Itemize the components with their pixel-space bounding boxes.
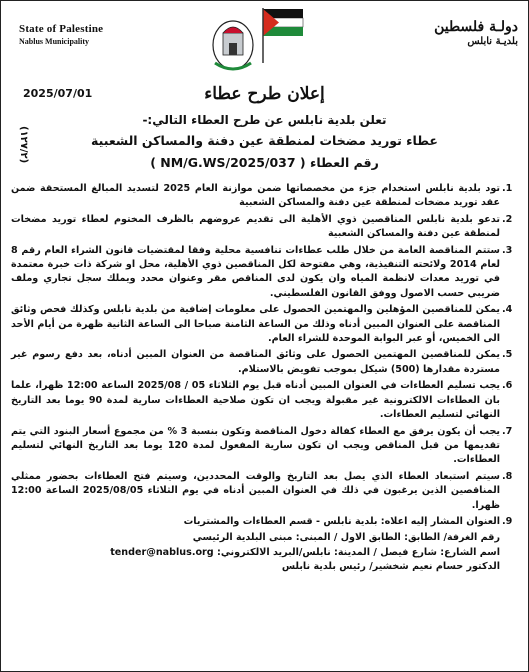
- tender-subject: عطاء توريد مضخات لمنطقة عين دفنة والمساكن الشعبية: [91, 133, 438, 148]
- list-item: 9. العنوان المشار إليه اعلاه: بلدية نابلس - قسم العطاءات والمشتريات: [183, 515, 513, 527]
- contact-room: رقم الغرفة/ الطابق: الطابق الاول / المبنى: مبنى البلدية الرئيسي: [192, 532, 500, 544]
- reference-code: (١٢٧/٢): [18, 126, 29, 164]
- header-english: [19, 23, 103, 46]
- tender-number: رقم العطاء ( NM/G.WS/2025/037 ): [150, 155, 379, 170]
- header-arabic: [434, 19, 518, 49]
- list-item: 1. تود بلدية نابلس استخدام جزء من مخصصاتها ضمن موازنة العام 2025 لتسديد المبالغ المستحقة ضمن عقد توريد مضخات لمنطقة عين دفنة والمساكن الشعبية: [11, 183, 513, 209]
- signature: الدكتور حسام نعيم شخشير/ رئيس بلدية نابلس: [281, 561, 500, 573]
- municipality-logo: [201, 3, 311, 83]
- list-item: 8. سيتم استبعاد العطاء الذي يصل بعد التاريخ والوقت المحددين، وسيتم فتح العطاءات بحضور ممثلي المناقصين الذين يرغبون في ذلك في العنوان المبين أدناه في يوم الثلاثاء 2025/08/05 الساعة 12:00 ظهرا.: [11, 470, 513, 511]
- intro-line: تعلن بلدية نابلس عن طرح العطاء التالي:-: [142, 113, 387, 127]
- state-name-en: State of Palestine: [19, 23, 104, 35]
- announcement-date: 2025/07/01: [23, 87, 93, 100]
- municipality-emblem-icon: [213, 21, 253, 69]
- municipality-name-ar: بلديـة نابلس: [467, 36, 518, 47]
- list-item: 6. يجب تسليم العطاءات في العنوان المبين أدناه قبل يوم الثلاثاء 05 / 2025/08 الساعة 12:00 ظهرا، علما بان العطاءات الالكترونية غير مقبولة ويجب ان تكون صلاحية العطاءات سارية لمدة 90 يوما بعد التاريخ النهائي لتسليم العطاءات.: [11, 380, 513, 421]
- state-name-ar: دولـة فلسطين: [434, 19, 518, 35]
- contact-street-label: اسم الشارع: شارع فيصل / المدينة: نابلس/البريد الالكتروني:: [217, 546, 500, 558]
- list-item: 2. تدعو بلدية نابلس المناقصين ذوي الأهلية الى تقديم عروضهم بالظرف المختوم لعطاء توريد مضخات لمنطقة عين دفنة والمساكن الشعبية: [11, 213, 513, 240]
- list-item: 3. ستتم المناقصة العامة من خلال طلب عطاءات تنافسية محلية وفقا لمقتضيات قانون الشراء العام رقم 8 لعام 2014 ولائحته التنفيذية، وهي مفتوحة لكل المناقصين ذوي الأهلية، محل او شركة ذات خبرة معتمدة في توريد معدات لانظمة المياه وان يكون لدى المناقص مقر وعنوان محدد ويملك سجل تجاري وملف ضريبي حسب الاصول ووفق القانون الفلسطيني.: [11, 244, 513, 299]
- list-item: 5. يمكن للمناقصين المهتمين الحصول على وثائق المناقصة من العنوان المبين أدناه، بعد دفع رسوم غير مستردة مقدارها (500) شيكل بموجب تفويض بالاستلام.: [11, 349, 513, 375]
- list-item: 7. يجب أن يكون يرفق مع العطاء كفالة دخول المناقصة وتكون بنسبة 3 % من مجموع أسعار البنود التي يتم تقديمها من قبل المناقص ويجب ان تكون سارية المفعول لمدة 120 يوما بعد التاريخ النهائي لتسليم العطاءات.: [11, 425, 513, 466]
- list-item: 4. يمكن للمناقصين المؤهلين والمهتمين الحصول على معلومات إضافية من بلدية نابلس وكذلك فحص وثائق المناقصة على العنوان المبين أدناه وذلك من الساعة الثامنة صباحا الى الساعة الثانية ظهرة من أيام الأحد الى الخميس، أو عبر البوابة الموحدة للشراء العام.: [11, 304, 513, 345]
- tender-terms-list: [11, 182, 518, 575]
- page-title: إعلان طرح عطاء: [204, 84, 325, 104]
- palestine-flag-icon: [263, 8, 303, 63]
- contact-street: [11, 546, 518, 560]
- municipality-name-en: Nablus Municipality: [19, 37, 90, 46]
- contact-email-link[interactable]: tender@nablus.org: [110, 546, 214, 558]
